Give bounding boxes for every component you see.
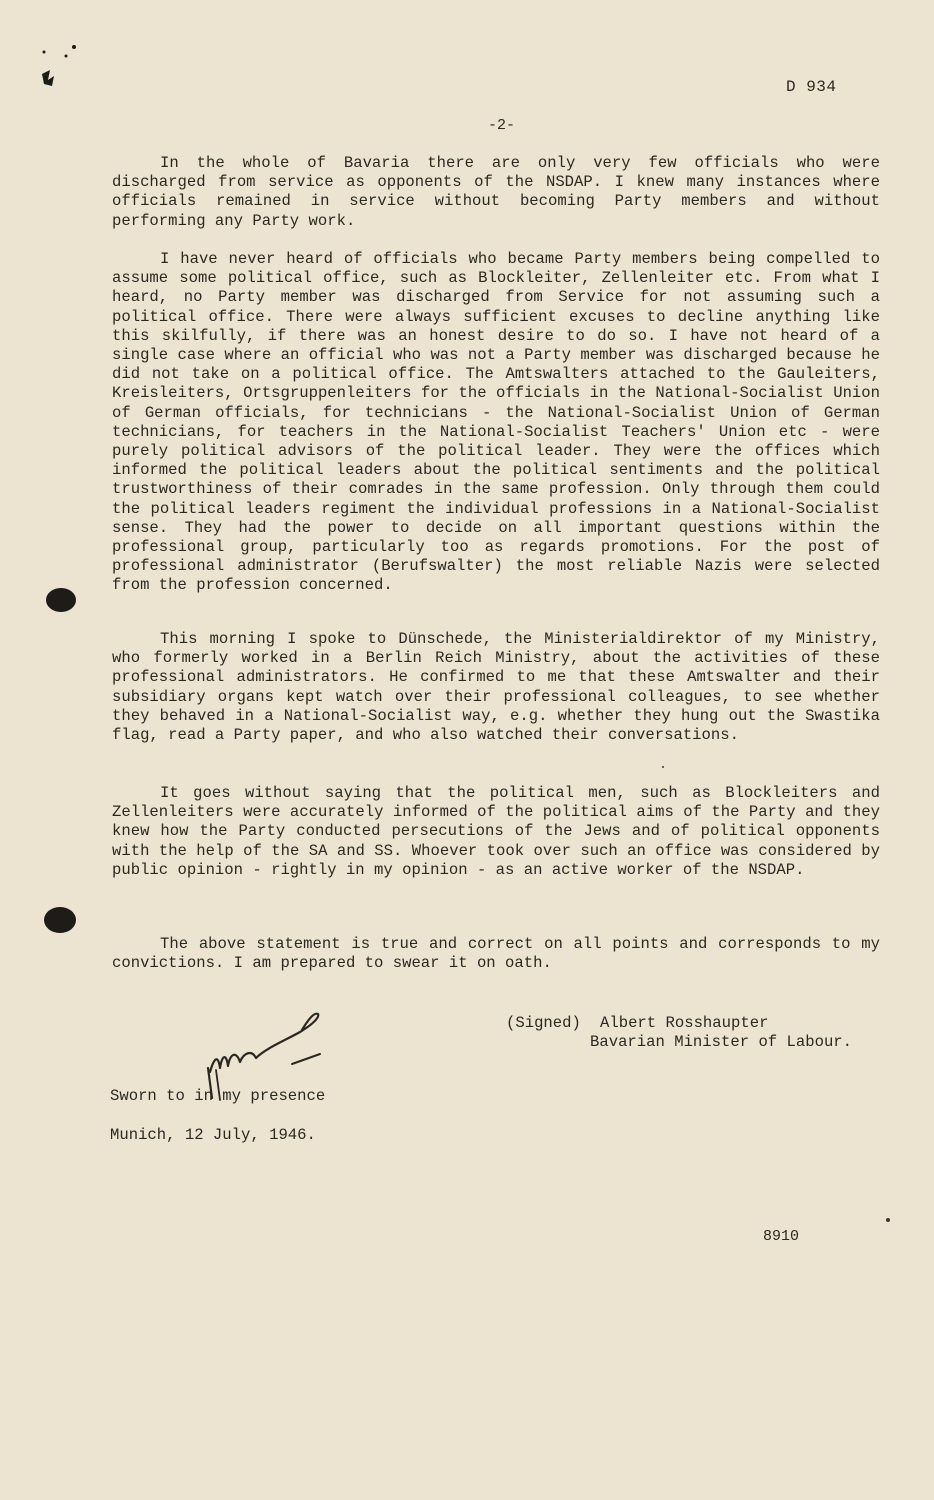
page-marker: -2- xyxy=(488,117,516,134)
sworn-statement: Sworn to in my presence xyxy=(110,1087,326,1105)
document-number: D 934 xyxy=(786,78,837,96)
punch-hole xyxy=(44,907,76,933)
signatory-title: Bavarian Minister of Labour. xyxy=(590,1033,853,1051)
signed-label: (Signed) xyxy=(506,1014,581,1032)
archive-number: 8910 xyxy=(763,1228,800,1245)
ink-speck xyxy=(886,1218,890,1222)
signatory-name: Albert Rosshaupter xyxy=(600,1014,769,1032)
corner-ink-mark xyxy=(36,44,86,94)
paragraph-2: I have never heard of officials who became Party members being compelled to assume some political office, such as Blockleiter, Zellenleiter etc. From what I heard, no Party member was discharged from Service for not assuming such a political office. There were always sufficient excuses to decline anything like this skilfully, if there was an honest desire to do so. I have not heard of a single case where an official who was not a Party member was discharged because he did not take on a political office. The Amtswalters attached to the Gauleiters, Kreisleiters, Ortsgruppenleiters for the officials in the National-Socialist Union of German officials, for technicians - the National-Socialist Union of German technicians, for teachers in the National-Socialist Teachers' Union etc - were purely political advisors of the political leader. They were the offices which informed the political leaders about the political sentiments and the political trustworthiness of their comrades in the same profession. Only through them could the political leaders regiment the individual professions in a National-Socialist sense. They had the power to decide on all important questions within the professional group, particularly too as regards promotions. For the post of professional administrator (Berufswalter) the most reliable Nazis were selected from the profession concerned. xyxy=(112,250,880,595)
paragraph-5: The above statement is true and correct on all points and corresponds to my convictions. I am prepared to swear it on oath. xyxy=(112,935,880,973)
punch-hole xyxy=(46,588,76,612)
ink-speck xyxy=(662,766,664,768)
paragraph-4: It goes without saying that the political men, such as Blockleiters and Zellenleiters were accurately informed of the political aims of the Party and they knew how the Party conducted persecutions of the Jews and of political opponents with the help of the SA and SS. Whoever took over such an office was considered by public opinion - rightly in my opinion - as an active worker of the NSDAP. xyxy=(112,784,880,879)
paragraph-3: This morning I spoke to Dünschede, the Ministerialdirektor of my Ministry, who formerly worked in a Berlin Reich Ministry, about the activities of these professional administrators. He confirmed to me that these Amtswalter and their subsidiary organs kept watch over their professional colleagues, to see whether they behaved in a National-Socialist way, e.g. whether they hung out the Swastika flag, read a Party paper, and who also watched their conversations. xyxy=(112,630,880,745)
paragraph-1: In the whole of Bavaria there are only very few officials who were discharged from service as opponents of the NSDAP. I knew many instances where officials remained in service without becoming Party members and without performing any Party work. xyxy=(112,154,880,230)
place-and-date: Munich, 12 July, 1946. xyxy=(110,1126,316,1144)
